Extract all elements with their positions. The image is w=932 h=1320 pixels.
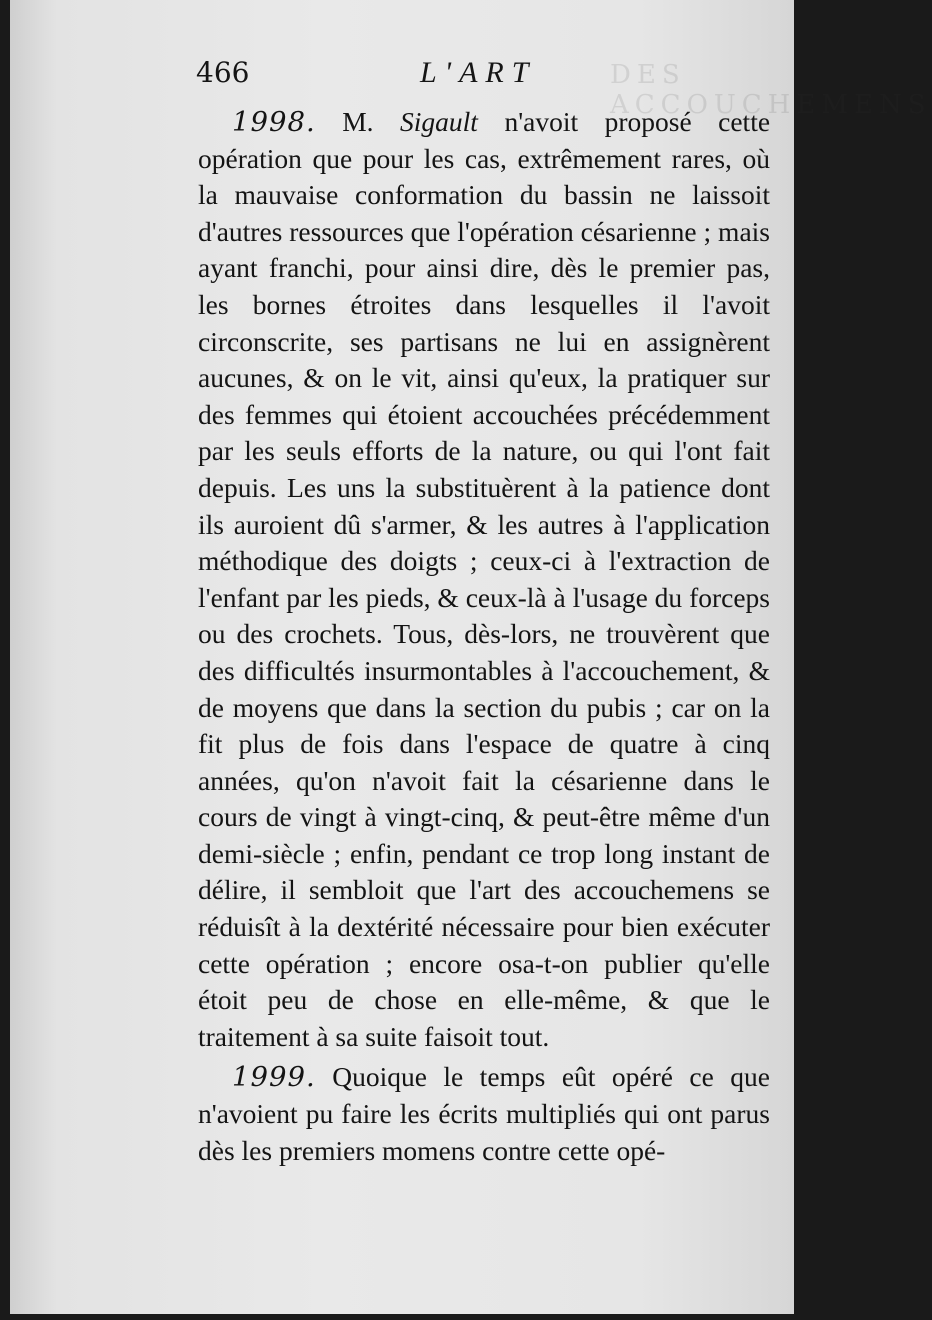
running-head: L'ART	[420, 56, 537, 89]
paragraph-number: 1999.	[232, 1061, 316, 1094]
paragraph-lead: M.	[342, 106, 374, 137]
body-text	[198, 104, 770, 1169]
page-header	[10, 52, 794, 92]
paragraph-1998	[198, 104, 770, 1055]
page-number: 466	[196, 56, 250, 89]
paragraph-1999	[198, 1059, 770, 1169]
show-through-text: DES ACCOUCHEMENS	[610, 60, 932, 120]
author-name: Sigault	[400, 106, 478, 137]
paragraph-text: n'avoit proposé cette opération que pour les cas, extrêmement rares, où la mauvaise conformation du bassin ne laissoit d'autres ressources que l'opération césarienne ; mais ayant franchi, pour ainsi dire, dès le premier pas, les bornes étroites dans lesquelles il l'avoit circonscrite, ses partisans ne lui en assignèrent aucunes, & on le vit, ainsi qu'eux, la pratiquer sur des femmes qui étoient accouchées précédemment par les seuls efforts de la nature, ou qui l'ont fait depuis. Les uns la substituèrent à la patience dont ils auroient dû s'armer, & les autres à l'application méthodique des doigts ; ceux-ci à l'extraction de l'enfant par les pieds, & ceux-là à l'usage du forceps ou des crochets. Tous, dès-lors, ne trouvèrent que des difficultés insurmontables à l'accouchement, & de moyens que dans la section du pubis ; car on la fit plus de fois dans l'espace de quatre à cinq années, qu'on n'avoit fait la césarienne dans le cours de vingt à vingt-cinq, & peut-être même d'un demi-siècle ; enfin, pendant ce trop long instant de délire, il sembloit que l'art des accouchemens se réduisît à la dextérité nécessaire pour bien exécuter cette opération ; encore osa-t-on publier qu'elle étoit peu de chose en elle-même, & que le traitement à sa suite faisoit tout.	[198, 106, 771, 1052]
paragraph-number: 1998.	[232, 106, 316, 138]
paragraph-text: Quoique le temps eût opéré ce que n'avoient pu faire les écrits multipliés qui ont parus dès les premiers momens contre cette opé-	[198, 1061, 770, 1166]
book-page	[10, 0, 932, 1314]
